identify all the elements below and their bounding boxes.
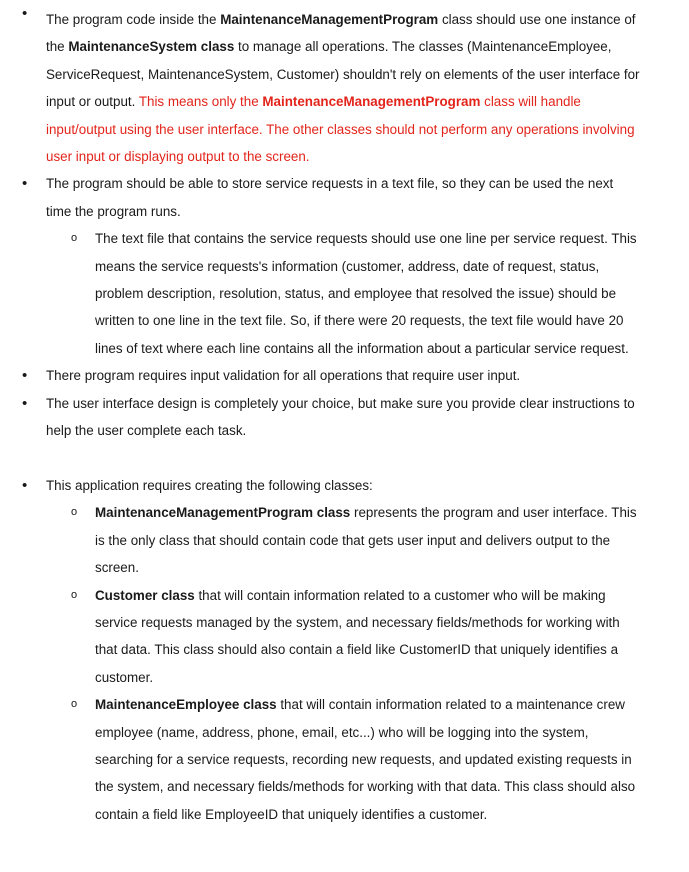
bullet-marker: • — [22, 476, 28, 494]
sub-bullet-marker: o — [71, 588, 78, 601]
paragraph-gap — [0, 445, 689, 472]
paragraph-text — [95, 691, 640, 828]
highlighted-text: This means only the — [138, 94, 263, 110]
paragraph-text — [95, 582, 640, 692]
text-run: class should use one instance of the — [46, 12, 636, 55]
text-run: represents the program and user interface. This is the only class that should contain code that gets user input and delivers output to the screen. — [95, 505, 637, 576]
paragraph-text: This application requires creating the following classes: — [46, 477, 373, 493]
bullet-marker: • — [22, 367, 28, 385]
sub-bullet-item-program-class — [0, 499, 640, 581]
bullet-item-program-code — [0, 0, 641, 170]
bullet-item-required-classes — [0, 472, 641, 499]
sub-bullet-item-employee-class — [0, 691, 640, 828]
paragraph-text: The user interface design is completely your choice, but make sure you provide clear instructions to help the user complete each task. — [46, 395, 635, 439]
text-run: The program code inside the — [46, 12, 221, 27]
class-title: Customer class — [95, 587, 195, 603]
sub-bullet-marker: o — [71, 232, 78, 245]
paragraph-text — [46, 6, 641, 170]
bullet-item-store-requests — [0, 170, 641, 225]
class-title: MaintenanceManagementProgram class — [95, 505, 351, 521]
bullet-marker: • — [22, 5, 28, 22]
bullet-item-input-validation — [0, 362, 641, 389]
sub-bullet-item-customer-class — [0, 582, 640, 692]
sub-bullet-marker: o — [71, 506, 78, 519]
highlighted-text: class will handle input/output using the user interface. The other classes should not perform any operations involving user input or displaying output to the screen. — [46, 94, 635, 165]
paragraph-text — [95, 499, 640, 581]
highlighted-bold-class-name: MaintenanceManagementProgram — [262, 94, 481, 110]
bold-class-name: MaintenanceManagementProgram — [220, 12, 439, 27]
bold-class-name: MaintenanceSystem class — [68, 39, 235, 55]
class-title: MaintenanceEmployee class — [95, 697, 277, 713]
bullet-item-ui-design — [0, 390, 641, 445]
paragraph-text: The text file that contains the service requests should use one line per service request. This means the service requests's information (customer, address, date of request, status, problem description, resolution, status, and employee that resolved the issue) should be written to one line in the text file. So, if there were 20 requests, the text file would have 20 lines of text where each line contains all the information about a particular service request. — [95, 231, 637, 356]
paragraph-text: There program requires input validation for all operations that require user input. — [46, 368, 521, 384]
text-run: that will contain information related to a maintenance crew employee (name, address, phone, email, etc...) who will be logging into the system, searching for a service requests, recording new requests, and updated existing requests in the system, and necessary fields/methods for working with that data. This class should also contain a field like EmployeeID that uniquely identifies a customer. — [95, 697, 636, 822]
bullet-marker: • — [22, 175, 28, 193]
sub-bullet-marker: o — [71, 698, 78, 711]
text-run: to manage all operations. The classes (MaintenanceEmployee, ServiceRequest, MaintenanceSystem, Customer) shouldn't rely on elements of the user interface for input or output. — [46, 39, 640, 110]
sub-bullet-item-text-file — [0, 225, 640, 362]
text-run: that will contain information related to a customer who will be making service requests managed by the system, and necessary fields/methods for working with that data. This class should also contain a field like CustomerID that uniquely identifies a customer. — [95, 587, 620, 685]
bullet-marker: • — [22, 394, 28, 412]
paragraph-text: The program should be able to store service requests in a text file, so they can be used the next time the program runs. — [46, 176, 614, 219]
